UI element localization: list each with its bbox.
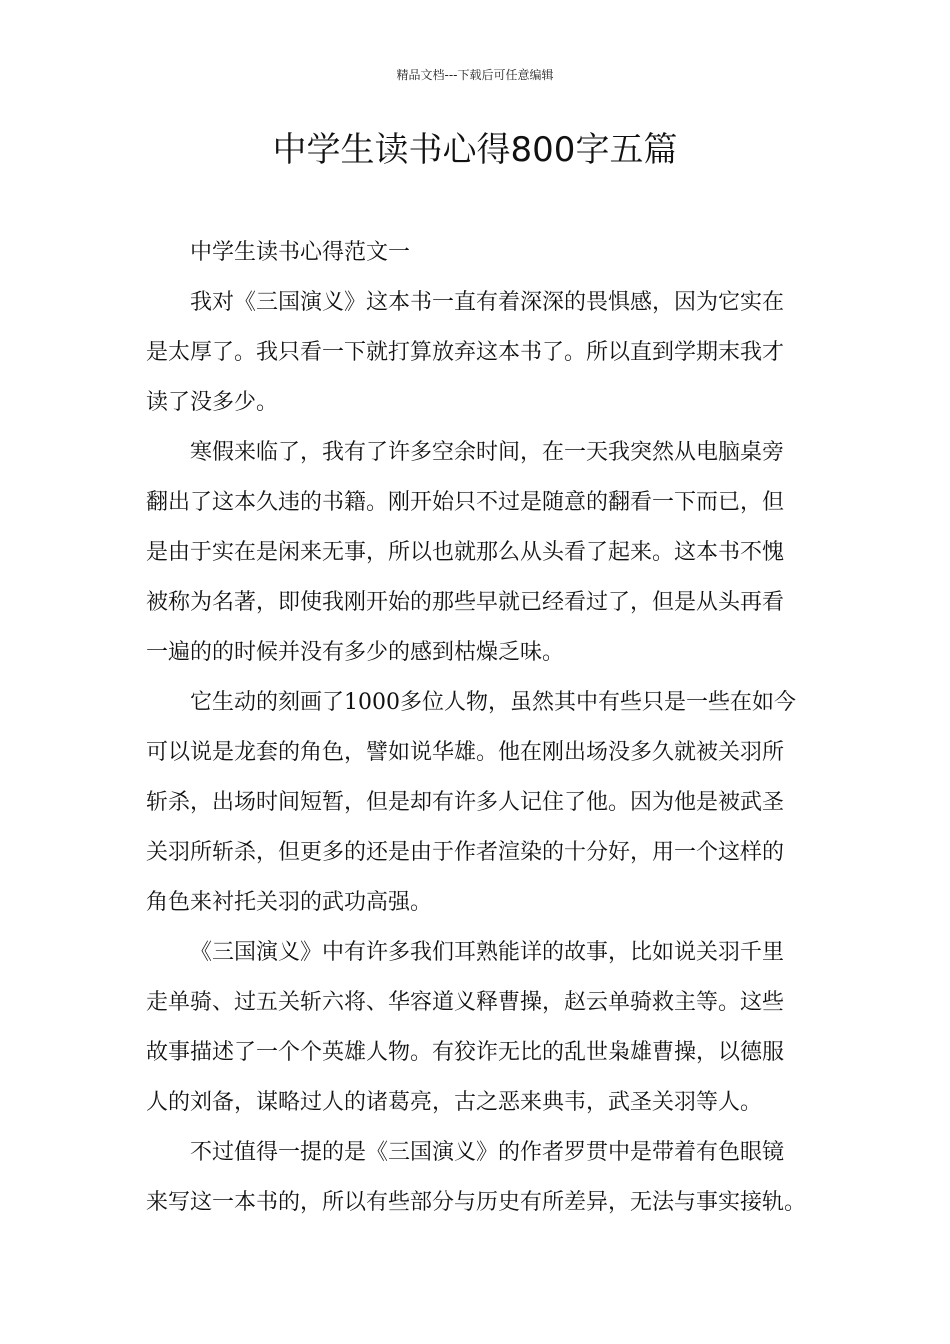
paragraph-line: 是太厚了。我只看一下就打算放弃这本书了。所以直到学期末我才	[146, 340, 785, 365]
section-heading: 中学生读书心得范文一	[190, 240, 411, 265]
paragraph-line: 寒假来临了，我有了许多空余时间，在一天我突然从电脑桌旁	[190, 440, 785, 465]
paragraph-line: 被称为名著，即使我刚开始的那些早就已经看过了，但是从头再看	[146, 590, 785, 615]
paragraph-line: 我对《三国演义》这本书一直有着深深的畏惧感，因为它实在	[190, 290, 785, 315]
paragraph-line: 翻出了这本久违的书籍。刚开始只不过是随意的翻看一下而已，但	[146, 490, 785, 515]
paragraph-line: 走单骑、过五关斩六将、华容道义释曹操，赵云单骑救主等。这些	[146, 990, 785, 1015]
document-body	[146, 228, 826, 1228]
paragraph-line: 斩杀，出场时间短暂，但是却有许多人记住了他。因为他是被武圣	[146, 790, 785, 815]
paragraph-line: 角色来衬托关羽的武功高强。	[146, 890, 433, 915]
paragraph-line: 它生动的刻画了1000多位人物，虽然其中有些只是一些在如今	[190, 690, 796, 715]
paragraph-line: 故事描述了一个个英雄人物。有狡诈无比的乱世枭雄曹操，以德服	[146, 1040, 785, 1065]
paragraph-line: 是由于实在是闲来无事，所以也就那么从头看了起来。这本书不愧	[146, 540, 785, 565]
paragraph-line: 读了没多少。	[146, 390, 279, 415]
paragraph-line: 来写这一本书的，所以有些部分与历史有所差异，无法与事实接轨。	[146, 1190, 807, 1215]
paragraph-line: 一遍的的时候并没有多少的感到枯燥乏味。	[146, 640, 565, 665]
paragraph-line: 人的刘备，谋略过人的诸葛亮，古之恶来典韦，武圣关羽等人。	[146, 1090, 763, 1115]
header-note: 精品文档---下载后可任意编辑	[396, 68, 554, 82]
paragraph-line: 《三国演义》中有许多我们耳熟能详的故事，比如说关羽千里	[190, 940, 785, 965]
paragraph-line: 关羽所斩杀，但更多的还是由于作者渲染的十分好，用一个这样的	[146, 840, 785, 865]
paragraph-line: 可以说是龙套的角色，譬如说华雄。他在刚出场没多久就被关羽所	[146, 740, 785, 765]
paragraph-line: 不过值得一提的是《三国演义》的作者罗贯中是带着有色眼镜	[190, 1140, 785, 1165]
document-title: 中学生读书心得800字五篇	[272, 130, 678, 170]
